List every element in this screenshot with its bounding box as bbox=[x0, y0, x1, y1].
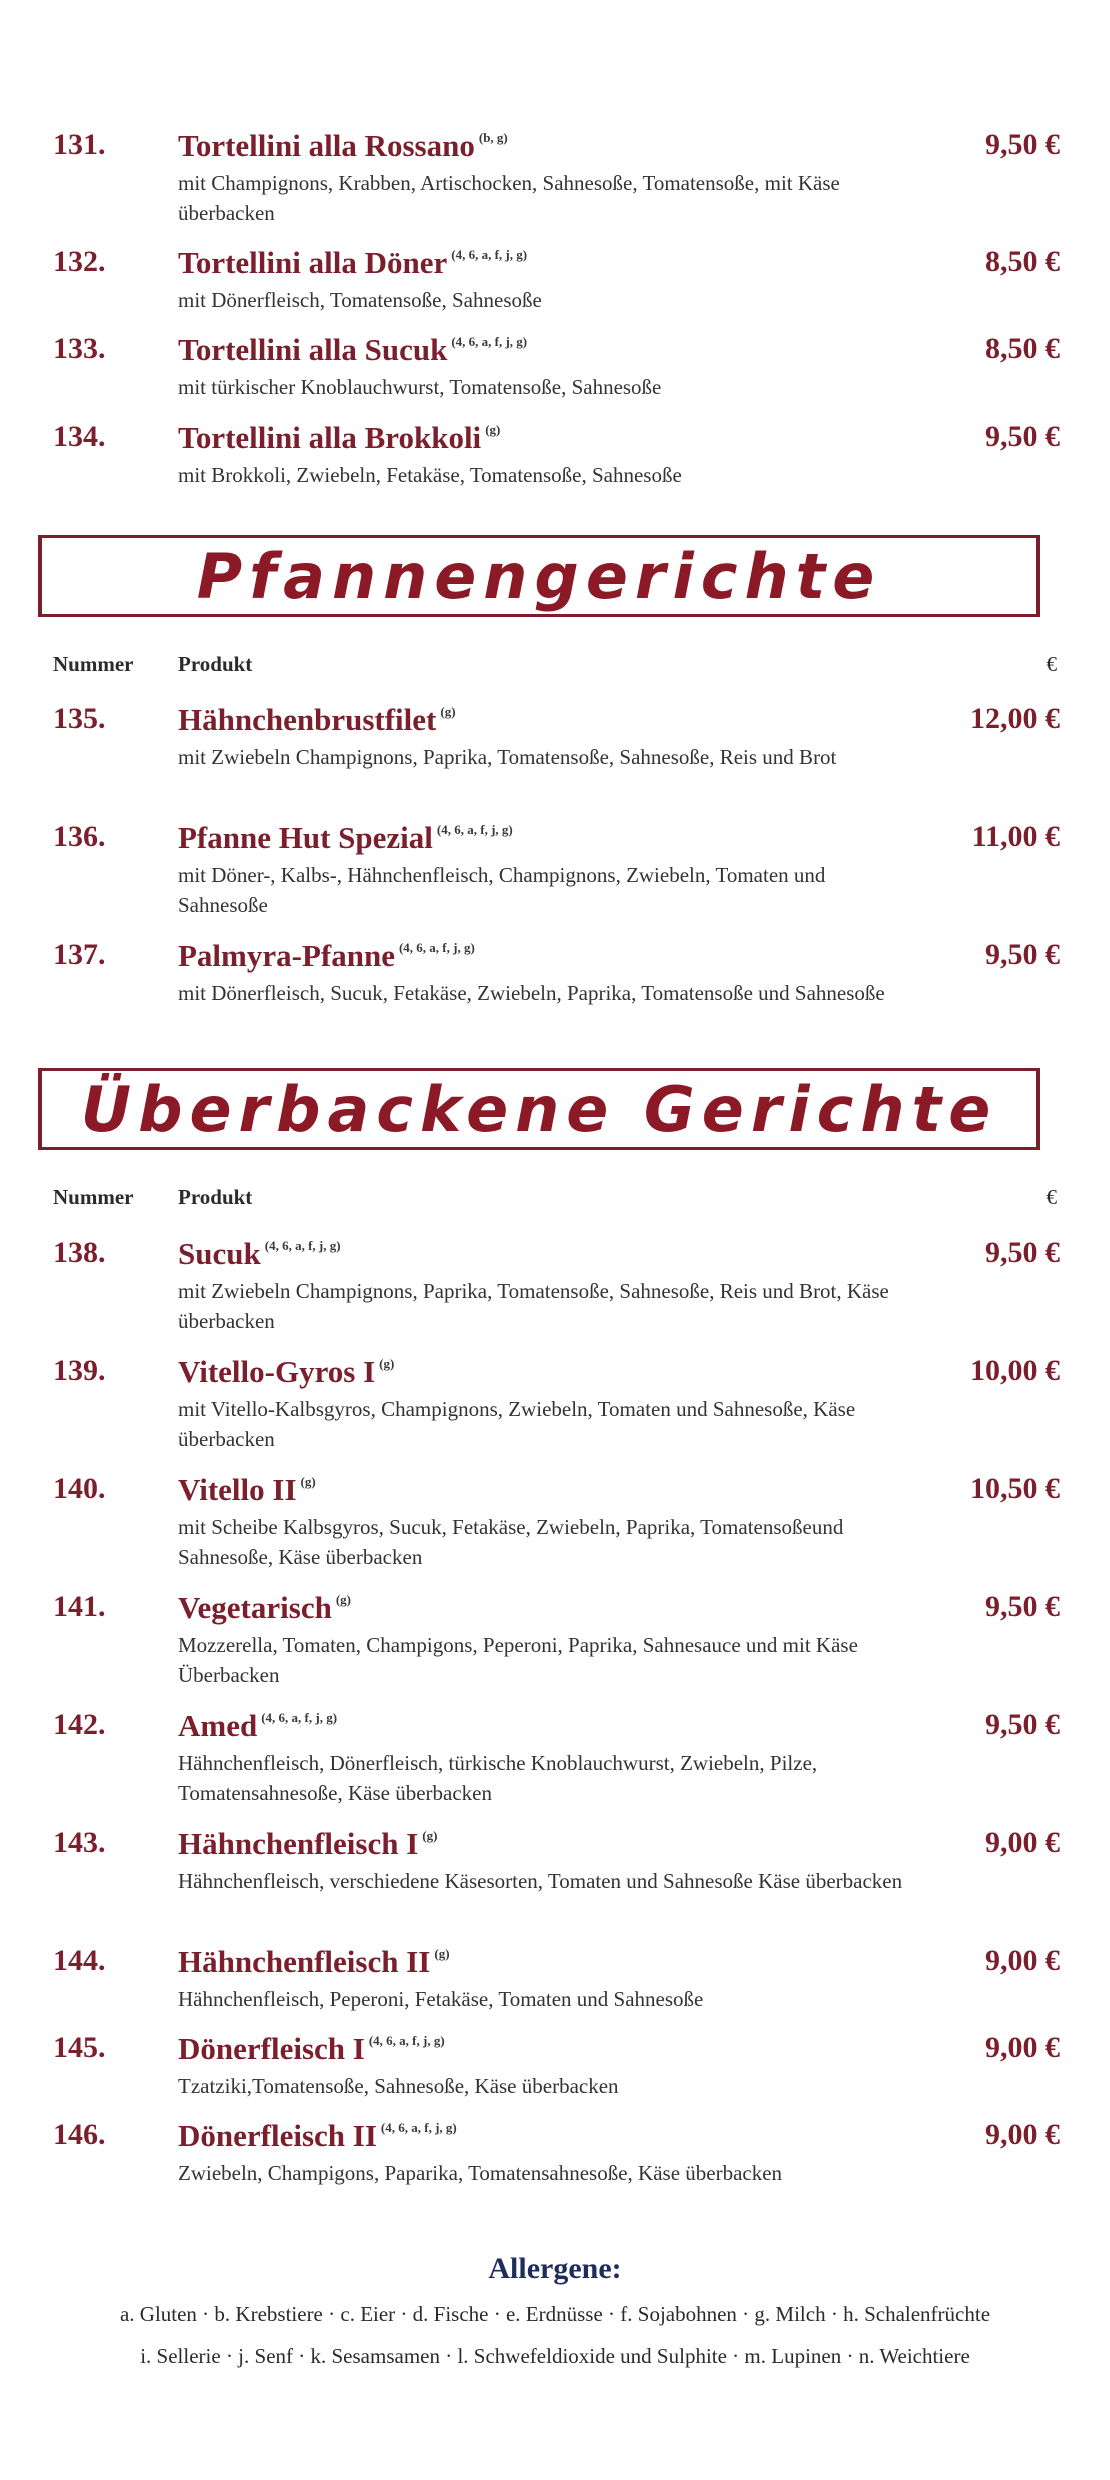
item-name bbox=[178, 1354, 394, 1390]
allergen-codes: (g) bbox=[434, 1946, 450, 1961]
item-name bbox=[178, 702, 456, 738]
item-name bbox=[178, 1472, 316, 1508]
item-description: mit Dönerfleisch, Sucuk, Fetakäse, Zwiebeln, Paprika, Tomatensoße und Sahnesoße bbox=[178, 981, 885, 1005]
item-price: 10,00 € bbox=[970, 1354, 1060, 1387]
allergen-codes: (4, 6, a, f, j, g) bbox=[264, 1238, 341, 1253]
item-name bbox=[178, 820, 513, 856]
item-description: mit Döner-, Kalbs-, Hähnchenfleisch, Champignons, Zwiebeln, Tomaten und Sahnesoße bbox=[178, 863, 826, 917]
allergen-codes: (g) bbox=[422, 1828, 438, 1843]
item-name bbox=[178, 938, 475, 974]
item-number: 134. bbox=[53, 420, 106, 453]
item-number: 140. bbox=[53, 1472, 106, 1505]
item-title: Dönerfleisch I bbox=[178, 2031, 365, 2066]
item-name bbox=[178, 245, 527, 281]
item-description: mit Champignons, Krabben, Artischocken, Sahnesoße, Tomatensoße, mit Käse überbacken bbox=[178, 171, 840, 225]
allergen-codes: (b, g) bbox=[478, 130, 508, 145]
item-description: Mozzerella, Tomaten, Champigons, Peperoni, Paprika, Sahnesauce und mit Käse Überbacken bbox=[178, 1633, 858, 1687]
item-price: 9,50 € bbox=[985, 128, 1060, 161]
item-description: mit Vitello-Kalbsgyros, Champignons, Zwiebeln, Tomaten und Sahnesoße, Käse überbacken bbox=[178, 1397, 856, 1451]
section-title: Pfannengerichte bbox=[196, 539, 882, 613]
item-number: 146. bbox=[53, 2118, 106, 2151]
item-price: 11,00 € bbox=[971, 820, 1060, 853]
item-price: 10,50 € bbox=[970, 1472, 1060, 1505]
allergen-codes: (4, 6, a, f, j, g) bbox=[436, 822, 513, 837]
item-title: Sucuk bbox=[178, 1236, 261, 1271]
allergen-codes: (4, 6, a, f, j, g) bbox=[398, 940, 475, 955]
item-number: 133. bbox=[53, 332, 106, 365]
item-number: 138. bbox=[53, 1236, 106, 1269]
item-name bbox=[178, 1590, 351, 1626]
item-number: 137. bbox=[53, 938, 106, 971]
item-description: mit Zwiebeln Champignons, Paprika, Tomatensoße, Sahnesoße, Reis und Brot, Käse überbacken bbox=[178, 1279, 889, 1333]
item-price: 8,50 € bbox=[985, 332, 1060, 365]
item-price: 9,00 € bbox=[985, 1944, 1060, 1977]
item-price: 9,50 € bbox=[985, 938, 1060, 971]
item-price: 8,50 € bbox=[985, 245, 1060, 278]
item-price: 9,50 € bbox=[985, 420, 1060, 453]
column-price-label: € bbox=[1046, 652, 1057, 676]
allergen-codes: (g) bbox=[379, 1356, 395, 1371]
item-name bbox=[178, 332, 527, 368]
item-price: 12,00 € bbox=[970, 702, 1060, 735]
item-title: Hähnchenfleisch II bbox=[178, 1944, 431, 1979]
item-name bbox=[178, 1826, 437, 1862]
item-description: mit Scheibe Kalbsgyros, Sucuk, Fetakäse, Zwiebeln, Paprika, Tomatensoßeund Sahnesoße, Käse überbacken bbox=[178, 1515, 844, 1569]
item-title: Amed bbox=[178, 1708, 258, 1743]
allergen-legend-line: a. Gluten · b. Krebstiere · c. Eier · d. Fische · e. Erdnüsse · f. Sojabohnen · g. Milch · h. Schalenfrüchte bbox=[119, 2302, 991, 2326]
item-title: Vitello II bbox=[178, 1472, 297, 1507]
item-price: 9,00 € bbox=[985, 1826, 1060, 1859]
item-price: 9,00 € bbox=[985, 2118, 1060, 2151]
item-name bbox=[178, 1236, 341, 1272]
item-number: 142. bbox=[53, 1708, 106, 1741]
allergen-codes: (4, 6, a, f, j, g) bbox=[261, 1710, 338, 1725]
item-title: Hähnchenbrustfilet bbox=[178, 702, 437, 737]
item-number: 135. bbox=[53, 702, 106, 735]
allergen-codes: (g) bbox=[300, 1474, 316, 1489]
item-title: Palmyra-Pfanne bbox=[178, 938, 395, 973]
item-price: 9,50 € bbox=[985, 1590, 1060, 1623]
item-description: Tzatziki,Tomatensoße, Sahnesoße, Käse überbacken bbox=[178, 2074, 619, 2098]
column-product-label: Produkt bbox=[178, 1185, 253, 1209]
allergen-codes: (g) bbox=[335, 1592, 351, 1607]
item-number: 144. bbox=[53, 1944, 106, 1977]
item-description: mit türkischer Knoblauchwurst, Tomatensoße, Sahnesoße bbox=[178, 375, 662, 399]
section-banner-ueberbackene-gerichte bbox=[38, 1068, 1040, 1150]
item-title: Vegetarisch bbox=[178, 1590, 332, 1625]
item-name bbox=[178, 1708, 337, 1744]
allergen-title: Allergene: bbox=[488, 2252, 622, 2285]
allergen-codes: (4, 6, a, f, j, g) bbox=[451, 334, 528, 349]
item-number: 143. bbox=[53, 1826, 106, 1859]
section-banner-pfannengerichte bbox=[38, 535, 1040, 617]
item-price: 9,50 € bbox=[985, 1236, 1060, 1269]
item-title: Dönerfleisch II bbox=[178, 2118, 377, 2153]
item-name bbox=[178, 128, 508, 164]
item-number: 136. bbox=[53, 820, 106, 853]
allergen-codes: (4, 6, a, f, j, g) bbox=[380, 2120, 457, 2135]
item-price: 9,50 € bbox=[985, 1708, 1060, 1741]
item-description: Zwiebeln, Champigons, Paparika, Tomatensahnesoße, Käse überbacken bbox=[178, 2161, 783, 2185]
column-number-label: Nummer bbox=[53, 1185, 134, 1209]
item-name bbox=[178, 2031, 445, 2067]
allergen-codes: (g) bbox=[485, 422, 501, 437]
column-price-label: € bbox=[1046, 1185, 1057, 1209]
item-title: Tortellini alla Brokkoli bbox=[178, 420, 482, 455]
item-description: mit Zwiebeln Champignons, Paprika, Tomatensoße, Sahnesoße, Reis und Brot bbox=[178, 745, 837, 769]
item-name bbox=[178, 1944, 450, 1980]
section-title: Überbackene Gerichte bbox=[80, 1072, 998, 1146]
column-product-label: Produkt bbox=[178, 652, 253, 676]
allergen-legend-line: i. Sellerie · j. Senf · k. Sesamsamen · l. Schwefeldioxide und Sulphite · m. Lupinen · n. Weichtiere bbox=[140, 2344, 970, 2368]
allergen-codes: (4, 6, a, f, j, g) bbox=[368, 2033, 445, 2048]
item-number: 139. bbox=[53, 1354, 106, 1387]
item-number: 131. bbox=[53, 128, 106, 161]
item-title: Hähnchenfleisch I bbox=[178, 1826, 419, 1861]
column-number-label: Nummer bbox=[53, 652, 134, 676]
column-header bbox=[50, 1185, 1060, 1215]
item-description: Hähnchenfleisch, Peperoni, Fetakäse, Tomaten und Sahnesoße bbox=[178, 1987, 704, 2011]
item-description: mit Brokkoli, Zwiebeln, Fetakäse, Tomatensoße, Sahnesoße bbox=[178, 463, 682, 487]
allergen-codes: (4, 6, a, f, j, g) bbox=[451, 247, 528, 262]
item-number: 132. bbox=[53, 245, 106, 278]
item-title: Vitello-Gyros I bbox=[178, 1354, 376, 1389]
allergen-codes: (g) bbox=[440, 704, 456, 719]
item-number: 141. bbox=[53, 1590, 106, 1623]
item-price: 9,00 € bbox=[985, 2031, 1060, 2064]
item-number: 145. bbox=[53, 2031, 106, 2064]
item-title: Pfanne Hut Spezial bbox=[178, 820, 433, 855]
item-description: Hähnchenfleisch, verschiedene Käsesorten, Tomaten und Sahnesoße Käse überbacken bbox=[178, 1869, 903, 1893]
item-name bbox=[178, 2118, 457, 2154]
item-name bbox=[178, 420, 500, 456]
column-header bbox=[50, 652, 1060, 682]
item-title: Tortellini alla Sucuk bbox=[178, 332, 448, 367]
item-description: mit Dönerfleisch, Tomatensoße, Sahnesoße bbox=[178, 288, 542, 312]
item-title: Tortellini alla Rossano bbox=[178, 128, 475, 163]
item-description: Hähnchenfleisch, Dönerfleisch, türkische Knoblauchwurst, Zwiebeln, Pilze, Tomatensahnesoße, Käse überbacken bbox=[178, 1751, 818, 1805]
item-title: Tortellini alla Döner bbox=[178, 245, 448, 280]
